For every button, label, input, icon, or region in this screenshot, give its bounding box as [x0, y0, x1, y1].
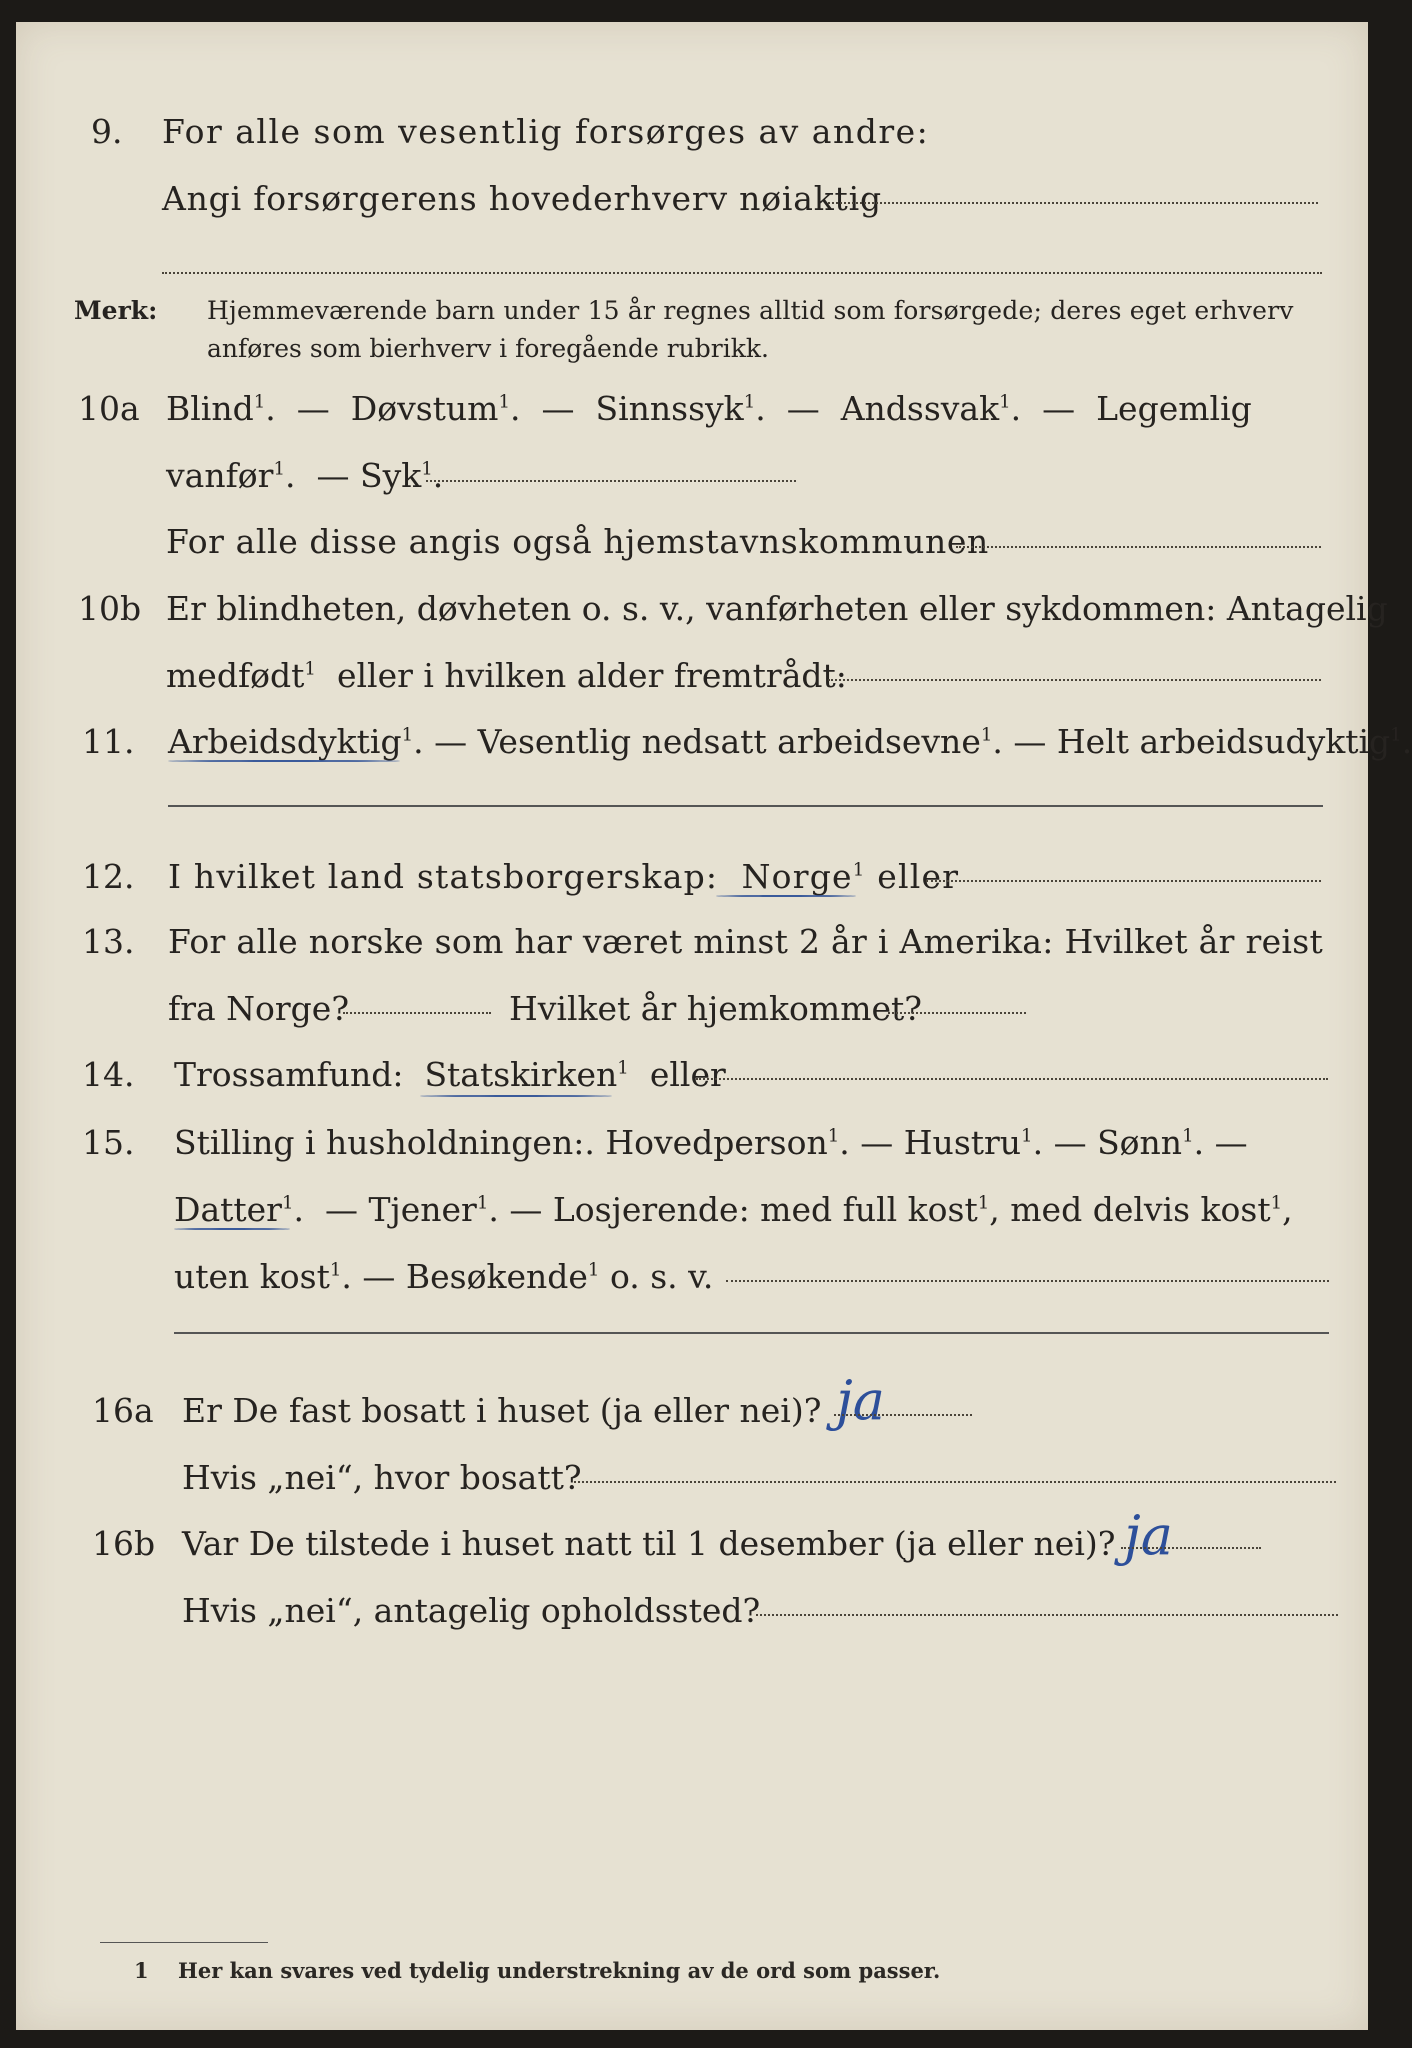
- q16b-opholdssted-line[interactable]: [756, 1614, 1338, 1616]
- q10b-line1: Er blindheten, døvheten o. s. v., vanførheten eller sykdommen: Antagelig: [166, 589, 1388, 628]
- q12-answer-line[interactable]: [926, 880, 1321, 882]
- underline-datter: [174, 1228, 290, 1230]
- option-datter: Datter: [174, 1190, 282, 1229]
- option-legemlig: Legemlig: [1096, 389, 1252, 428]
- q16b-answer[interactable]: ja: [1124, 1504, 1173, 1567]
- q15-answer-line-2[interactable]: [174, 1332, 1329, 1334]
- q9-line2: Angi forsørgerens hovederhverv nøiaktig: [162, 179, 882, 218]
- option-arbeidsdyktig: Arbeidsdyktig: [168, 722, 402, 761]
- q12-line: I hvilket land statsborgerskap: Norge$^1$ eller: [168, 857, 960, 896]
- option-vanfor: vanfør: [166, 456, 274, 495]
- option-besokende: Besøkende: [405, 1257, 588, 1296]
- option-sonn: Sønn: [1097, 1123, 1183, 1162]
- q16a-bosatt-line[interactable]: [574, 1481, 1336, 1483]
- option-statskirken: Statskirken: [424, 1055, 618, 1094]
- q13-reist-line[interactable]: [343, 1012, 491, 1014]
- q12-number: 12.: [82, 857, 135, 896]
- q16b-answer-line[interactable]: [1121, 1547, 1261, 1549]
- merk-line1: Hjemmeværende barn under 15 år regnes alltid som forsørgede; deres eget erhverv: [207, 296, 1294, 325]
- option-losjerende: Losjerende: med full kost: [552, 1190, 978, 1229]
- footnote-rule: [100, 1942, 268, 1943]
- q10a-line3: For alle disse angis også hjemstavnskommunen: [166, 522, 989, 561]
- q14-line: Trossamfund: Statskirken$^1$ eller: [174, 1055, 726, 1094]
- q15-answer-line[interactable]: [726, 1280, 1329, 1282]
- q10a-number: 10a: [78, 389, 140, 428]
- q10a-line1: Blind$^1$. — Døvstum$^1$. — Sinnssyk$^1$. — Andssvak$^1$. — Legemlig: [166, 389, 1252, 428]
- option-tjener: Tjener: [368, 1190, 477, 1229]
- option-medfodt: medfødt: [166, 656, 305, 695]
- option-udyktig: Helt arbeidsudyktig: [1056, 722, 1391, 761]
- option-hustru: Hustru: [903, 1123, 1022, 1162]
- q14-number: 14.: [82, 1055, 135, 1094]
- q15-line2: Datter$^1$. — Tjener$^1$. — Losjerende: med full kost$^1$, med delvis kost$^1$,: [174, 1190, 1293, 1229]
- q9-number: 9.: [91, 112, 123, 151]
- q16b-number: 16b: [92, 1524, 156, 1563]
- q15-number: 15.: [82, 1123, 135, 1162]
- q11-answer-line[interactable]: [168, 805, 1323, 807]
- q15-line1: Stilling i husholdningen:. Hovedperson$^1$. — Hustru$^1$. — Sønn$^1$. —: [174, 1123, 1248, 1162]
- q16b-line1: Var De tilstede i huset natt til 1 desember (ja eller nei)?: [182, 1524, 1116, 1563]
- q16a-line1: Er De fast bosatt i huset (ja eller nei)?: [182, 1391, 822, 1430]
- q13-line1: For alle norske som har været minst 2 år i Amerika: Hvilket år reist: [168, 922, 1324, 961]
- q10b-number: 10b: [78, 589, 142, 628]
- underline-arbeidsdyktig: [168, 760, 400, 762]
- q13-hjem-line[interactable]: [888, 1012, 1026, 1014]
- q15-line3: uten kost$^1$. — Besøkende$^1$ o. s. v.: [174, 1257, 714, 1296]
- option-syk: Syk: [359, 456, 422, 495]
- q11-number: 11.: [82, 722, 135, 761]
- q16a-answer[interactable]: ja: [836, 1369, 885, 1432]
- q13-part2: Hvilket år hjemkommet?: [509, 989, 922, 1028]
- q9-line1: For alle som vesentlig forsørges av andre:: [162, 112, 930, 151]
- footnote-text: Her kan svares ved tydelig understrekning av de ord som passer.: [178, 1958, 941, 1983]
- q16a-line2: Hvis „nei“, hvor bosatt?: [182, 1458, 582, 1497]
- q9-answer-line-2[interactable]: [162, 272, 1322, 274]
- q16a-answer-line[interactable]: [834, 1414, 972, 1416]
- q13-part1: fra Norge?: [168, 989, 350, 1028]
- q16b-line2: Hvis „nei“, antagelig opholdssted?: [182, 1591, 761, 1630]
- option-nedsatt: Vesentlig nedsatt arbeidsevne: [477, 722, 981, 761]
- q11-line: Arbeidsdyktig$^1$. — Vesentlig nedsatt arbeidsevne$^1$. — Helt arbeidsudyktig$^1$.: [168, 722, 1412, 761]
- q10b-line2: medfødt$^1$ eller i hvilken alder fremtrådt:: [166, 656, 847, 695]
- option-andssvak: Andssvak: [840, 389, 1000, 428]
- form-page: [16, 22, 1412, 2030]
- option-norge: Norge: [741, 857, 853, 896]
- q10a-syk-line[interactable]: [426, 480, 796, 482]
- option-uten: uten kost: [174, 1257, 330, 1296]
- option-delvis: med delvis kost: [1010, 1190, 1271, 1229]
- underline-norge: [716, 895, 856, 897]
- option-dovstum: Døvstum: [350, 389, 499, 428]
- q10b-answer-line[interactable]: [828, 679, 1321, 681]
- merk-line2: anføres som bierhverv i foregående rubrikk.: [207, 334, 769, 363]
- q16a-number: 16a: [92, 1391, 154, 1430]
- option-sinnssyk: Sinnssyk: [595, 389, 744, 428]
- merk-label: Merk:: [74, 296, 158, 325]
- q14-answer-line[interactable]: [696, 1078, 1328, 1080]
- q13-number: 13.: [82, 922, 135, 961]
- q9-answer-line[interactable]: [828, 202, 1318, 204]
- underline-statskirken: [420, 1095, 612, 1097]
- option-hovedperson: Hovedperson: [605, 1123, 828, 1162]
- footnote-mark: 1: [134, 1958, 149, 1983]
- q10a-kommune-line[interactable]: [956, 546, 1321, 548]
- option-blind: Blind: [166, 389, 254, 428]
- q10a-line2: vanfør$^1$. — Syk$^1$.: [166, 456, 444, 495]
